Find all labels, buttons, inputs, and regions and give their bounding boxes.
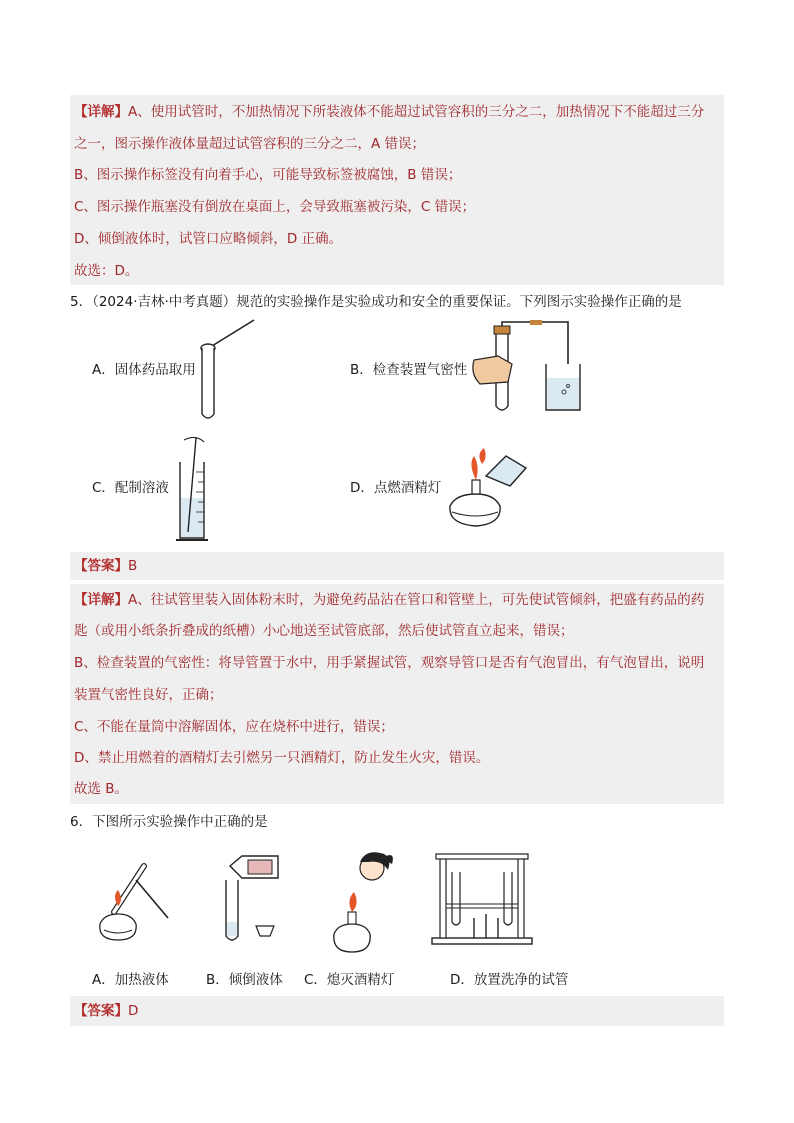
q5-detail-line-5: C、不能在量筒中溶解固体，应在烧杯中进行，错误； bbox=[74, 719, 394, 735]
pouring-liquid-icon bbox=[212, 852, 292, 944]
q5-detail-line-6: D、禁止用燃着的酒精灯去引燃另一只酒精灯，防止发生火灾，错误。 bbox=[74, 750, 490, 766]
q6-option-a: A．加热液体 bbox=[92, 972, 169, 988]
q5-option-b: B．检查装置气密性 bbox=[350, 362, 468, 378]
cylinder-stirring-icon bbox=[170, 432, 214, 544]
q6-option-d: D．放置洗净的试管 bbox=[450, 972, 569, 988]
q6-stem: 6．下图所示实验操作中正确的是 bbox=[70, 814, 268, 830]
q5-detail-line-1: 【详解】A、往试管里装入固体粉末时，为避免药品沾在管口和管壁上，可先使试管倾斜，把盛有药品的药 bbox=[74, 592, 705, 608]
detail-line-1: 【详解】A、使用试管时，不加热情况下所装液体不能超过试管容积的三分之二，加热情况下不能超过三分 bbox=[74, 104, 705, 120]
test-tube-rack-icon bbox=[430, 852, 534, 946]
q5-detail-line-3: B、检查装置的气密性：将导管置于水中，用手紧握试管，观察导管口是否有气泡冒出，有气泡冒出，说明 bbox=[74, 655, 705, 671]
q6-option-b: B．倾倒液体 bbox=[206, 972, 283, 988]
q5-option-a: A．固体药品取用 bbox=[92, 362, 196, 378]
q5-stem: 5．（2024·吉林·中考真题）规范的实验操作是实验成功和安全的重要保证。下列图示实验操作正确的是 bbox=[70, 294, 682, 310]
detail-tag: 【详解】 bbox=[74, 104, 128, 120]
detail-line-4: C、图示操作瓶塞没有倒放在桌面上，会导致瓶塞被污染，C 错误； bbox=[74, 199, 476, 215]
q5-option-d: D．点燃酒精灯 bbox=[350, 480, 442, 496]
heating-liquid-icon bbox=[92, 860, 172, 942]
q5-detail-line-4: 装置气密性良好，正确； bbox=[74, 687, 223, 703]
q6-option-c: C．熄灭酒精灯 bbox=[304, 972, 395, 988]
q5-answer: 【答案】B bbox=[74, 558, 138, 574]
q5-option-c: C．配制溶液 bbox=[92, 480, 169, 496]
q6-answer: 【答案】D bbox=[74, 1003, 139, 1019]
detail-line-6: 故选：D。 bbox=[74, 263, 139, 279]
q5-detail-line-2: 匙（或用小纸条折叠成的纸槽）小心地送至试管底部，然后使试管直立起来，错误； bbox=[74, 623, 574, 639]
spoon-testtube-icon bbox=[196, 318, 260, 422]
airtightness-apparatus-icon bbox=[468, 320, 578, 416]
detail-line-5: D、倾倒液体时，试管口应略倾斜，D 正确。 bbox=[74, 231, 343, 247]
detail-block-prev bbox=[70, 95, 724, 285]
blowing-out-lamp-icon bbox=[326, 848, 402, 954]
detail-line-3: B、图示操作标签没有向着手心，可能导致标签被腐蚀，B 错误； bbox=[74, 167, 462, 183]
detail-line-2: 之一，图示操作液体量超过试管容积的三分之二，A 错误； bbox=[74, 136, 426, 152]
q5-detail-line-7: 故选 B。 bbox=[74, 781, 129, 797]
alcohol-lamp-icon bbox=[440, 446, 534, 530]
